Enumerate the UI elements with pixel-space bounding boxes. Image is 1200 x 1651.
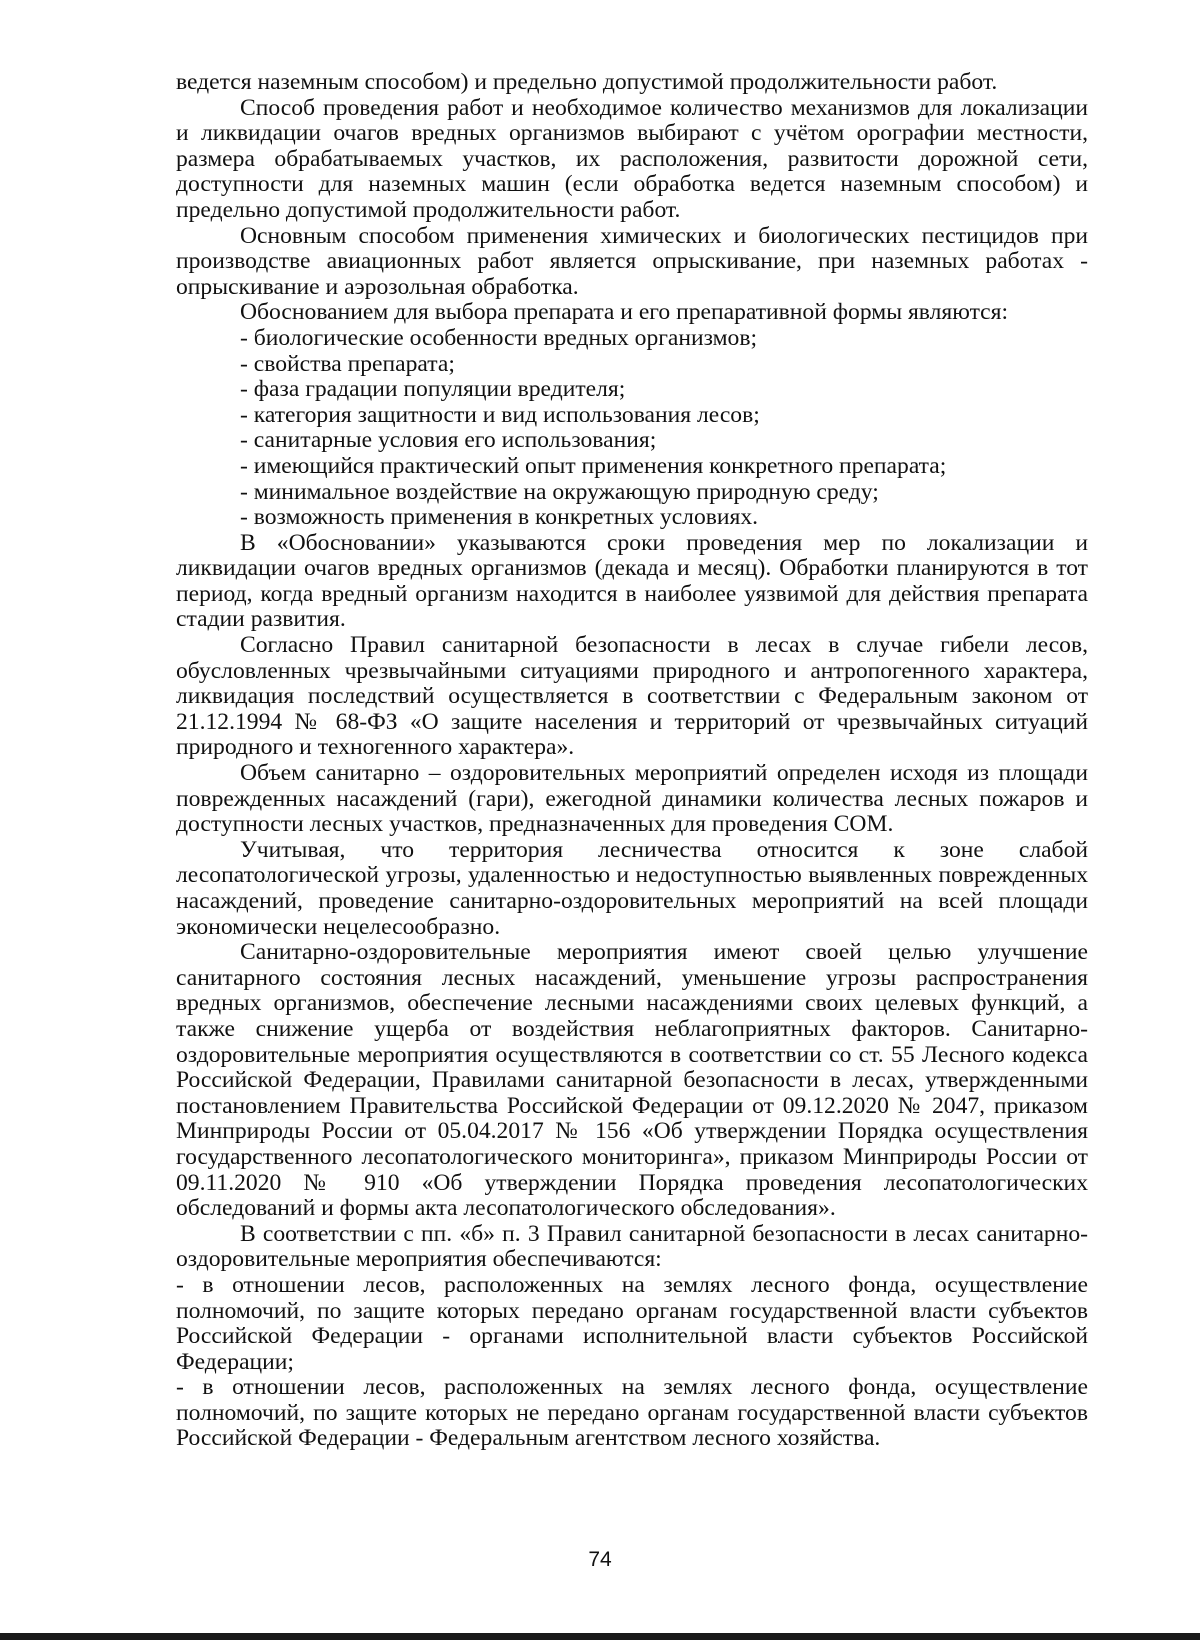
provision-item: - в отношении лесов, расположенных на землях лесного фонда, осуществление полномочий, по защите которых передано органам государственной власти субъектов Российской Федерации - органами исполнительной власти субъектов Российской Федерации; xyxy=(176,1271,1088,1375)
criteria-item: - биологические особенности вредных организмов; xyxy=(240,324,758,351)
paragraph-emergency: Согласно Правил санитарной безопасности в лесах в случае гибели лесов, обусловленных чрезвычайными ситуациями природного и антропогенного характера, ликвидация последствий осуществляется в соответствии с Федеральным законом от 21.12.1994 № 68-ФЗ «О защите населения и территорий от чрезвычайных ситуаций природного и техногенного характера». xyxy=(176,632,1088,761)
criteria-item: - фаза градации популяции вредителя; xyxy=(240,376,626,403)
paragraph-sanitary-goals: Санитарно-оздоровительные мероприятия имеют своей целью улучшение санитарного состояния лесных насаждений, уменьшение угрозы распространения вредных организмов, обеспечение лесными насаждениями своих целевых функций, а также снижение ущерба от воздействия неблагоприятных факторов. Санитарно-оздоровительные мероприятия осуществляются в соответствии со ст. 55 Лесного кодекса Российской Федерации, Правилами санитарной безопасности в лесах, утвержденными постановлением Правительства Российской Федерации от 09.12.2020 № 2047, приказом Минприроды России от 05.04.2017 № 156 «Об утверждении Порядка осуществления государственного лесопатологического мониторинга», приказом Минприроды России от 09.11.2020 № 910 «Об утверждении Порядка проведения лесопатологических обследований и формы акта лесопатологического обследования». xyxy=(176,939,1088,1222)
paragraph-work-method: Способ проведения работ и необходимое количество механизмов для локализации и ликвидации очагов вредных организмов выбирают с учётом орографии местности, размера обрабатываемых участков, их расположения, развитости дорожной сети, доступности для наземных машин (если обработка ведется наземным способом) и предельно допустимой продолжительности работ. xyxy=(176,94,1088,223)
paragraph-timing: В «Обосновании» указываются сроки проведения мер по локализации и ликвидации очагов вредных организмов (декада и месяц). Обработки планируются в тот период, когда вредный организм находится в наиболее уязвимой для действия препарата стадии развития. xyxy=(176,529,1088,633)
criteria-item: - санитарные условия его использования; xyxy=(240,427,657,454)
criteria-item: - возможность применения в конкретных условиях. xyxy=(240,504,759,531)
page-number: 74 xyxy=(588,1548,612,1571)
bottom-rule xyxy=(0,1633,1200,1640)
paragraph-rules-reference: В соответствии с пп. «б» п. 3 Правил санитарной безопасности в лесах санитарно-оздоровительные мероприятия обеспечиваются: xyxy=(176,1220,1088,1273)
document-body xyxy=(176,70,1088,1452)
opening-fragment: ведется наземным способом) и предельно допустимой продолжительности работ. xyxy=(176,69,998,95)
criteria-item: - свойства препарата; xyxy=(240,350,455,377)
provision-item: - в отношении лесов, расположенных на землях лесного фонда, осуществление полномочий, по защите которых не передано органам государственной власти субъектов Российской Федерации - Федеральным агентством лесного хозяйства. xyxy=(176,1374,1088,1452)
paragraph-threat-zone: Учитывая, что территория лесничества относится к зоне слабой лесопатологической угрозы, удаленностью и недоступностью выявленных поврежденных насаждений, проведение санитарно-оздоровительных мероприятий на всей площади экономически нецелесообразно. xyxy=(176,836,1088,940)
criteria-item: - имеющийся практический опыт применения конкретного препарата; xyxy=(240,452,947,479)
criteria-item: - минимальное воздействие на окружающую природную среду; xyxy=(240,478,879,505)
paragraph-volume: Объем санитарно – оздоровительных мероприятий определен исходя из площади поврежденных насаждений (гари), ежегодной динамики количества лесных пожаров и доступности лесных участков, предназначенных для проведения СОМ. xyxy=(176,760,1088,838)
criteria-item: - категория защитности и вид использования лесов; xyxy=(240,401,760,428)
paragraph-application-method: Основным способом применения химических и биологических пестицидов при производстве авиационных работ является опрыскивание, при наземных работах - опрыскивание и аэрозольная обработка. xyxy=(176,222,1088,300)
paragraph-selection-basis: Обоснованием для выбора препарата и его препаративной формы являются: xyxy=(240,299,1009,326)
